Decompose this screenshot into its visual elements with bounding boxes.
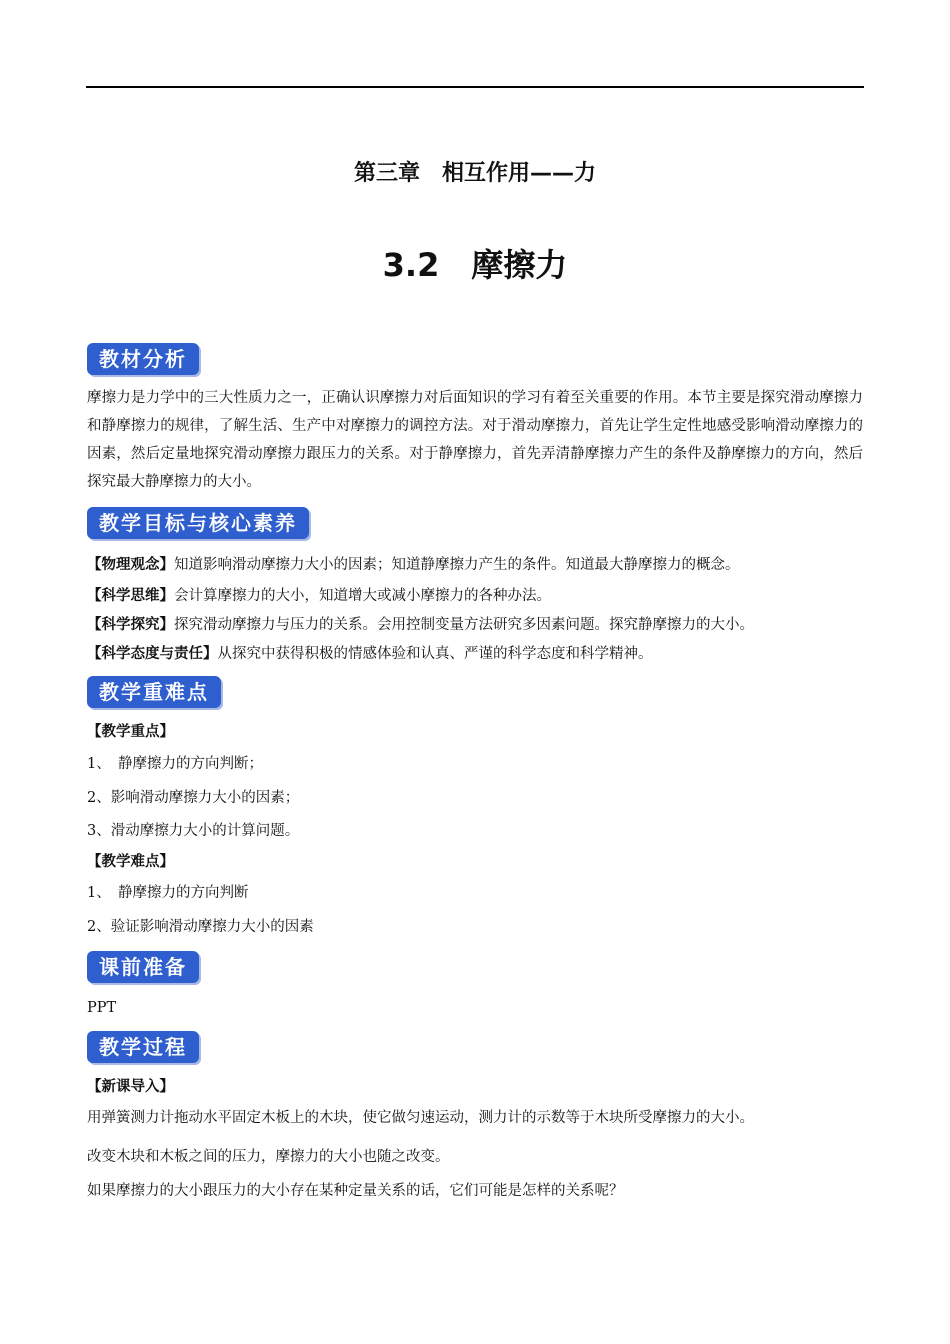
preparation-badge: 课前准备 [87,951,199,983]
objective-item: 【科学态度与责任】从探究中获得积极的情感体验和认真、严谨的科学态度和科学精神。 [87,646,653,662]
key-points-badge: 教学重难点 [87,676,221,708]
objective-item: 【科学思维】会计算摩擦力的大小，知道增大或减小摩擦力的各种办法。 [87,588,551,604]
objective-item: 【科学探究】探究滑动摩擦力与压力的关系。会用控制变量方法研究多因素问题。探究静摩擦力的大小。 [87,617,754,633]
difficulty-item: 1、 静摩擦力的方向判断 [87,885,249,901]
focus-item: 1、 静摩擦力的方向判断； [87,756,263,772]
textbook-analysis-badge: 教材分析 [87,343,199,375]
top-rule [86,86,864,88]
intro-line: 如果摩擦力的大小跟压力的大小存在某种定量关系的话，它们可能是怎样的关系呢？ [87,1183,624,1199]
difficulty-item: 2、验证影响滑动摩擦力大小的因素 [87,919,314,935]
focus-label: 【教学重点】 [87,724,174,740]
intro-line: 改变木块和木板之间的压力，摩擦力的大小也随之改变。 [87,1149,450,1165]
difficulty-label: 【教学难点】 [87,854,174,870]
intro-line: 用弹簧测力计拖动水平固定木板上的木块，使它做匀速运动，测力计的示数等于木块所受摩擦力的大小。 [87,1110,754,1126]
section-title: 3.2 摩擦力 [382,246,568,284]
focus-item: 3、滑动摩擦力大小的计算问题。 [87,823,300,839]
process-badge: 教学过程 [87,1031,199,1063]
objectives-badge: 教学目标与核心素养 [87,507,309,539]
objective-item: 【物理观念】知道影响滑动摩擦力大小的因素；知道静摩擦力产生的条件。知道最大静摩擦力的概念。 [87,557,740,573]
chapter-title: 第三章 相互作用——力 [353,161,596,186]
textbook-analysis-text: 摩擦力是力学中的三大性质力之一，正确认识摩擦力对后面知识的学习有着至关重要的作用。本节主要是探究滑动摩擦力和静摩擦力的规律，了解生活、生产中对摩擦力的调控方法。对于滑动摩擦力，首先让学生定性地感受影响滑动摩擦力的因素，然后定量地探究滑动摩擦力跟压力的关系。对于静摩擦力，首先弄清静摩擦力产生的条件及静摩擦力的方向，然后探究最大静摩擦力的大小。 [87,390,863,490]
focus-item: 2、影响滑动摩擦力大小的因素； [87,790,300,806]
preparation-text: PPT [87,1000,117,1016]
intro-label: 【新课导入】 [87,1079,174,1095]
